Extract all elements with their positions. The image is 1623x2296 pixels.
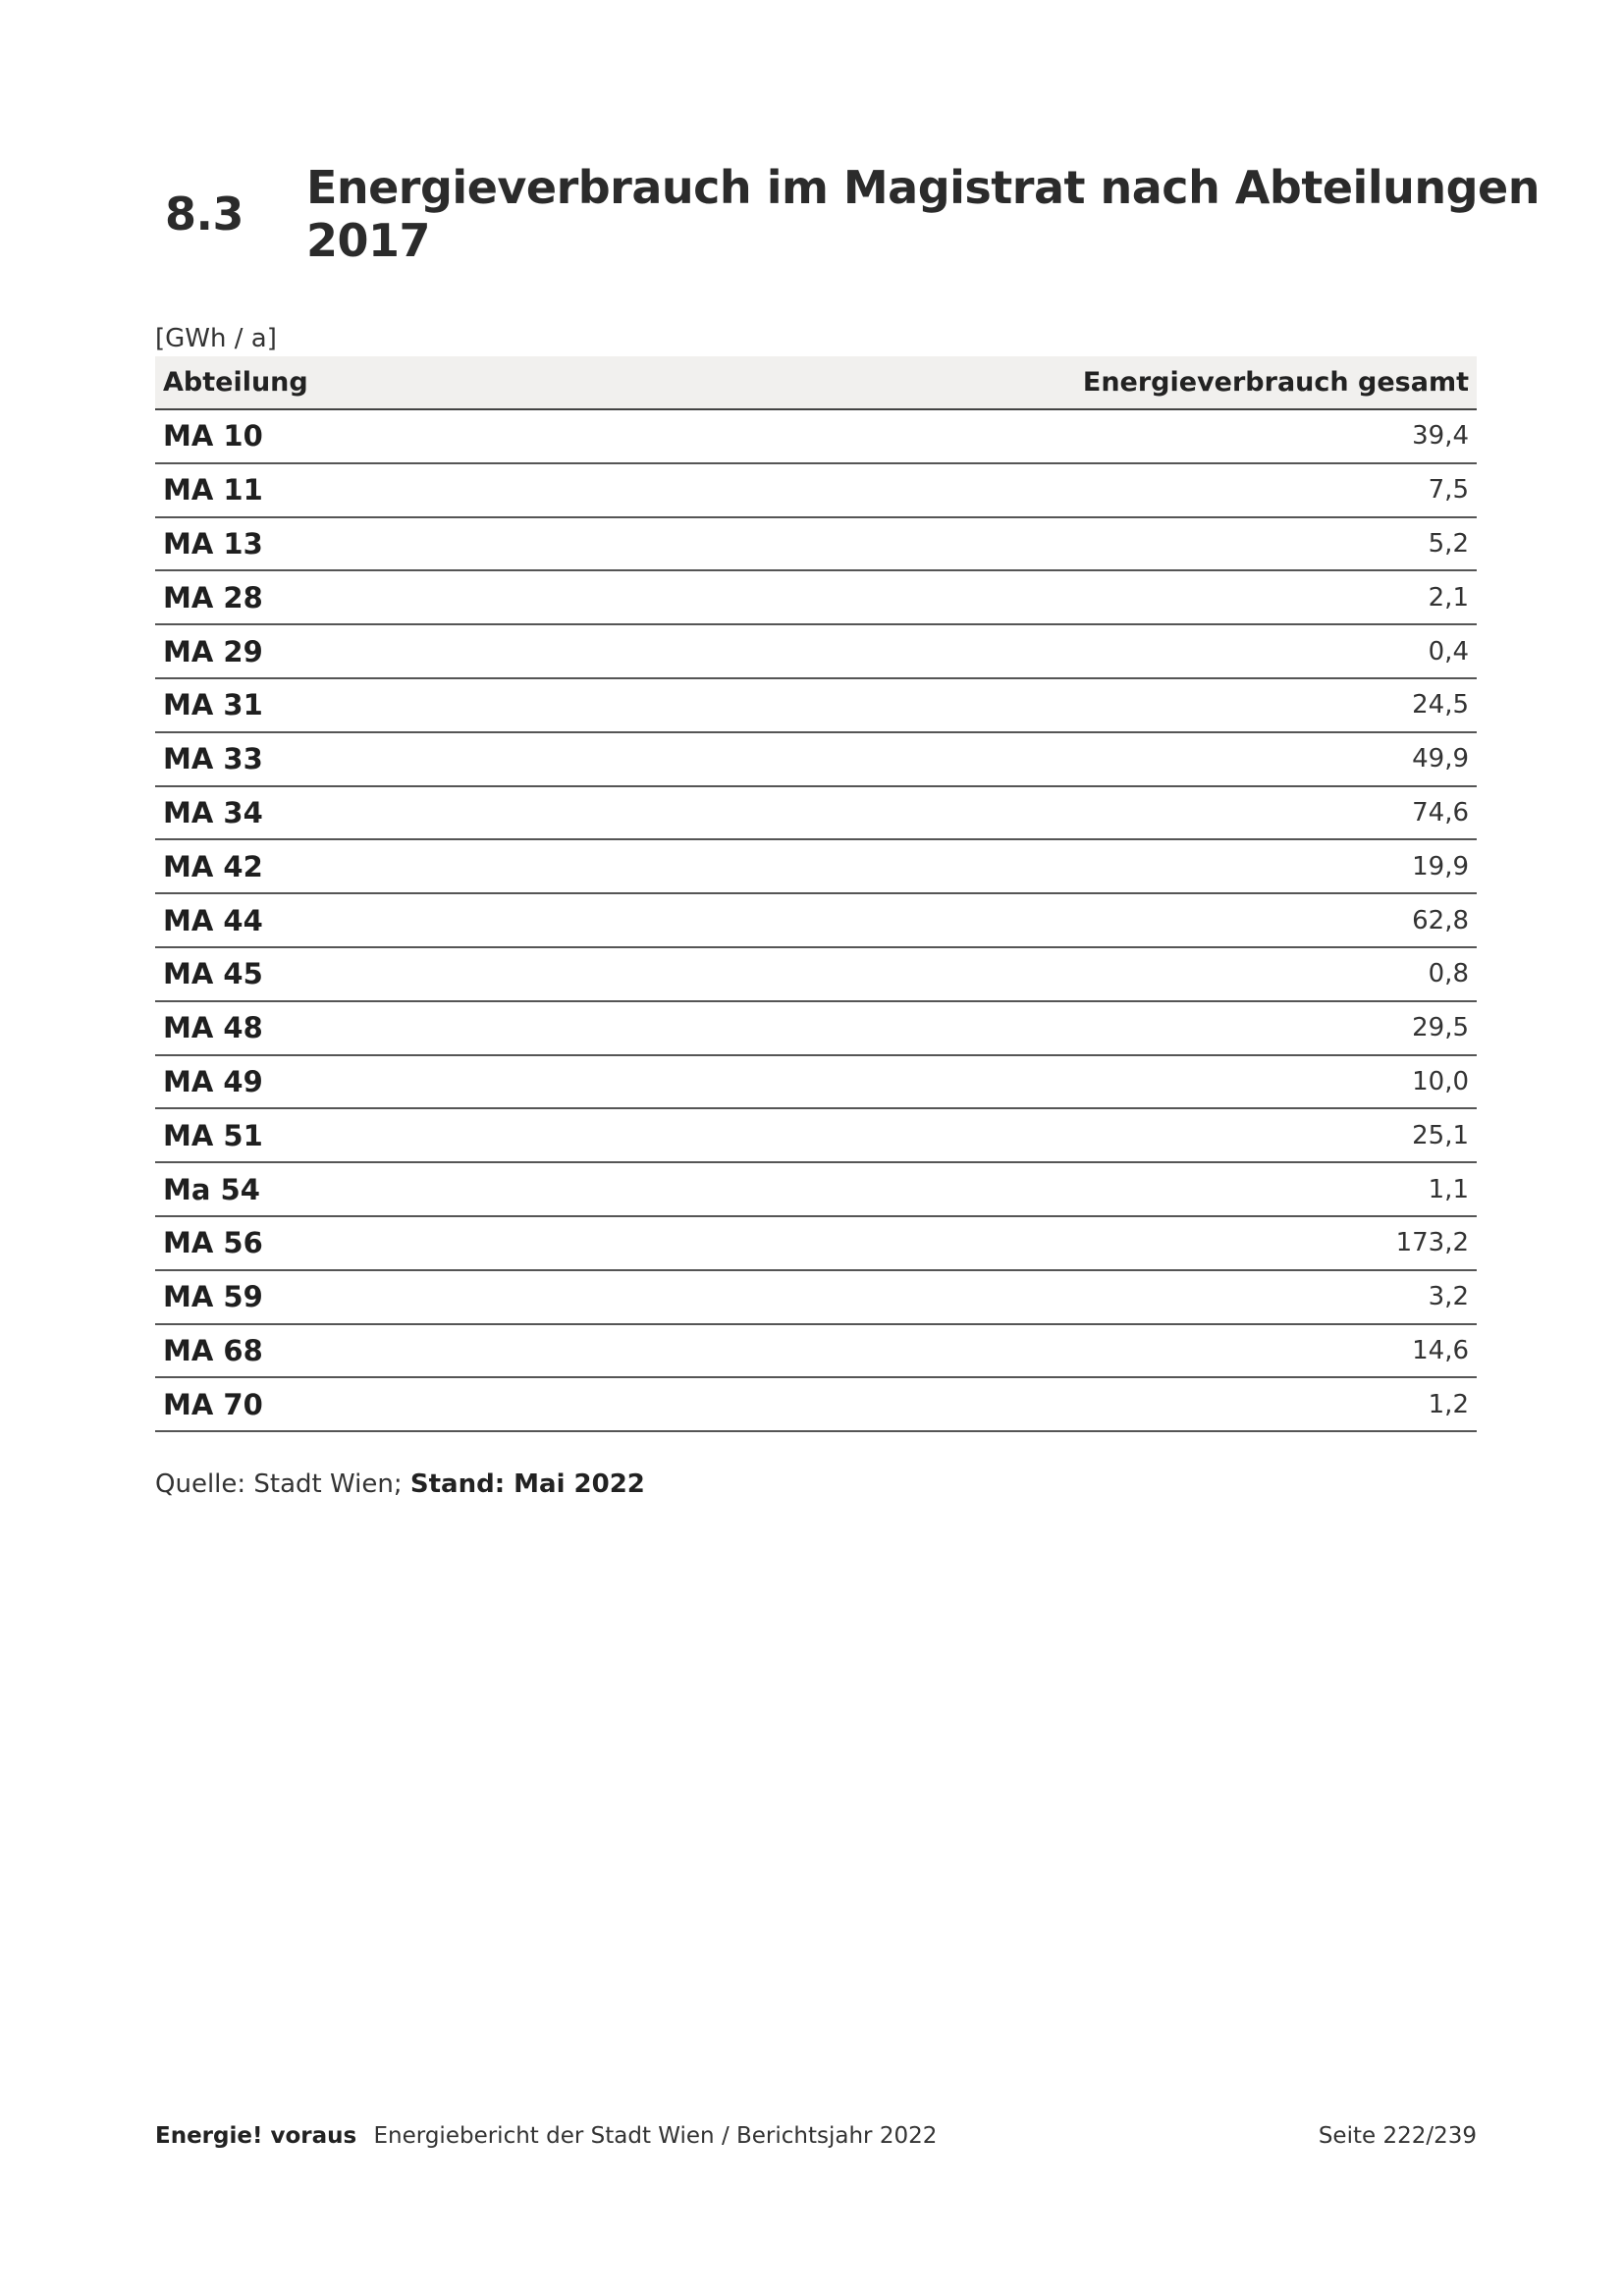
table-row bbox=[155, 410, 1477, 464]
source-note bbox=[155, 1469, 645, 1499]
section-number: 8.3 bbox=[165, 187, 243, 240]
energy-value-cell: 0,8 bbox=[1428, 959, 1469, 989]
department-cell: Ma 54 bbox=[163, 1172, 260, 1206]
table-row bbox=[155, 1378, 1477, 1432]
table-header bbox=[155, 356, 1477, 410]
department-cell: MA 28 bbox=[163, 580, 263, 614]
header-department: Abteilung bbox=[163, 367, 308, 398]
energy-value-cell: 3,2 bbox=[1428, 1282, 1469, 1312]
table-row bbox=[155, 733, 1477, 787]
energy-value-cell: 29,5 bbox=[1412, 1013, 1469, 1043]
department-cell: MA 11 bbox=[163, 473, 263, 507]
department-cell: MA 68 bbox=[163, 1333, 263, 1367]
energy-value-cell: 1,1 bbox=[1428, 1174, 1469, 1204]
department-cell: MA 31 bbox=[163, 688, 263, 722]
table-row bbox=[155, 1325, 1477, 1379]
table-row bbox=[155, 840, 1477, 894]
footer-report: Energiebericht der Stadt Wien / Berichtsjahr 2022 bbox=[373, 2123, 938, 2149]
department-cell: MA 70 bbox=[163, 1387, 263, 1421]
table-row bbox=[155, 1217, 1477, 1271]
energy-value-cell: 173,2 bbox=[1395, 1228, 1469, 1258]
section-heading bbox=[165, 161, 1623, 267]
source-date: Stand: Mai 2022 bbox=[409, 1469, 645, 1499]
table-row bbox=[155, 948, 1477, 1002]
energy-value-cell: 2,1 bbox=[1428, 582, 1469, 613]
energy-value-cell: 74,6 bbox=[1412, 797, 1469, 828]
page-footer bbox=[155, 2123, 1477, 2149]
table-row bbox=[155, 518, 1477, 572]
department-cell: MA 45 bbox=[163, 957, 263, 991]
energy-value-cell: 0,4 bbox=[1428, 636, 1469, 667]
department-cell: MA 42 bbox=[163, 849, 263, 883]
energy-value-cell: 1,2 bbox=[1428, 1389, 1469, 1419]
energy-value-cell: 25,1 bbox=[1412, 1120, 1469, 1150]
energy-table bbox=[155, 356, 1477, 1432]
table-row bbox=[155, 787, 1477, 841]
table-row bbox=[155, 625, 1477, 679]
table-row bbox=[155, 571, 1477, 625]
source-text: Quelle: Stadt Wien; bbox=[155, 1469, 410, 1499]
table-row bbox=[155, 1271, 1477, 1325]
table-row bbox=[155, 894, 1477, 948]
department-cell: MA 49 bbox=[163, 1064, 263, 1098]
department-cell: MA 33 bbox=[163, 742, 263, 776]
department-cell: MA 44 bbox=[163, 903, 263, 937]
page-number: Seite 222/239 bbox=[1318, 2123, 1477, 2149]
table-row bbox=[155, 464, 1477, 518]
table-body bbox=[155, 410, 1477, 1432]
department-cell: MA 51 bbox=[163, 1118, 263, 1152]
department-cell: MA 59 bbox=[163, 1280, 263, 1314]
energy-value-cell: 5,2 bbox=[1428, 528, 1469, 559]
energy-value-cell: 62,8 bbox=[1412, 905, 1469, 935]
department-cell: MA 34 bbox=[163, 795, 263, 829]
table-row bbox=[155, 679, 1477, 733]
section-title: Energieverbrauch im Magistrat nach Abteilungen 2017 bbox=[305, 161, 1540, 267]
department-cell: MA 56 bbox=[163, 1226, 263, 1260]
energy-value-cell: 39,4 bbox=[1412, 421, 1469, 452]
department-cell: MA 13 bbox=[163, 526, 263, 561]
energy-value-cell: 7,5 bbox=[1428, 475, 1469, 506]
energy-value-cell: 14,6 bbox=[1412, 1335, 1469, 1365]
table-row bbox=[155, 1002, 1477, 1056]
energy-value-cell: 49,9 bbox=[1412, 744, 1469, 774]
energy-value-cell: 19,9 bbox=[1412, 851, 1469, 881]
energy-value-cell: 10,0 bbox=[1412, 1066, 1469, 1096]
header-energy-total: Energieverbrauch gesamt bbox=[1082, 367, 1469, 398]
table-row bbox=[155, 1163, 1477, 1217]
footer-brand: Energie! voraus bbox=[155, 2123, 357, 2149]
department-cell: MA 10 bbox=[163, 419, 263, 454]
department-cell: MA 29 bbox=[163, 634, 263, 668]
energy-value-cell: 24,5 bbox=[1412, 690, 1469, 721]
table-row bbox=[155, 1056, 1477, 1110]
department-cell: MA 48 bbox=[163, 1011, 263, 1045]
unit-label: [GWh / a] bbox=[155, 324, 277, 353]
footer-left bbox=[155, 2123, 937, 2149]
table-row bbox=[155, 1109, 1477, 1163]
